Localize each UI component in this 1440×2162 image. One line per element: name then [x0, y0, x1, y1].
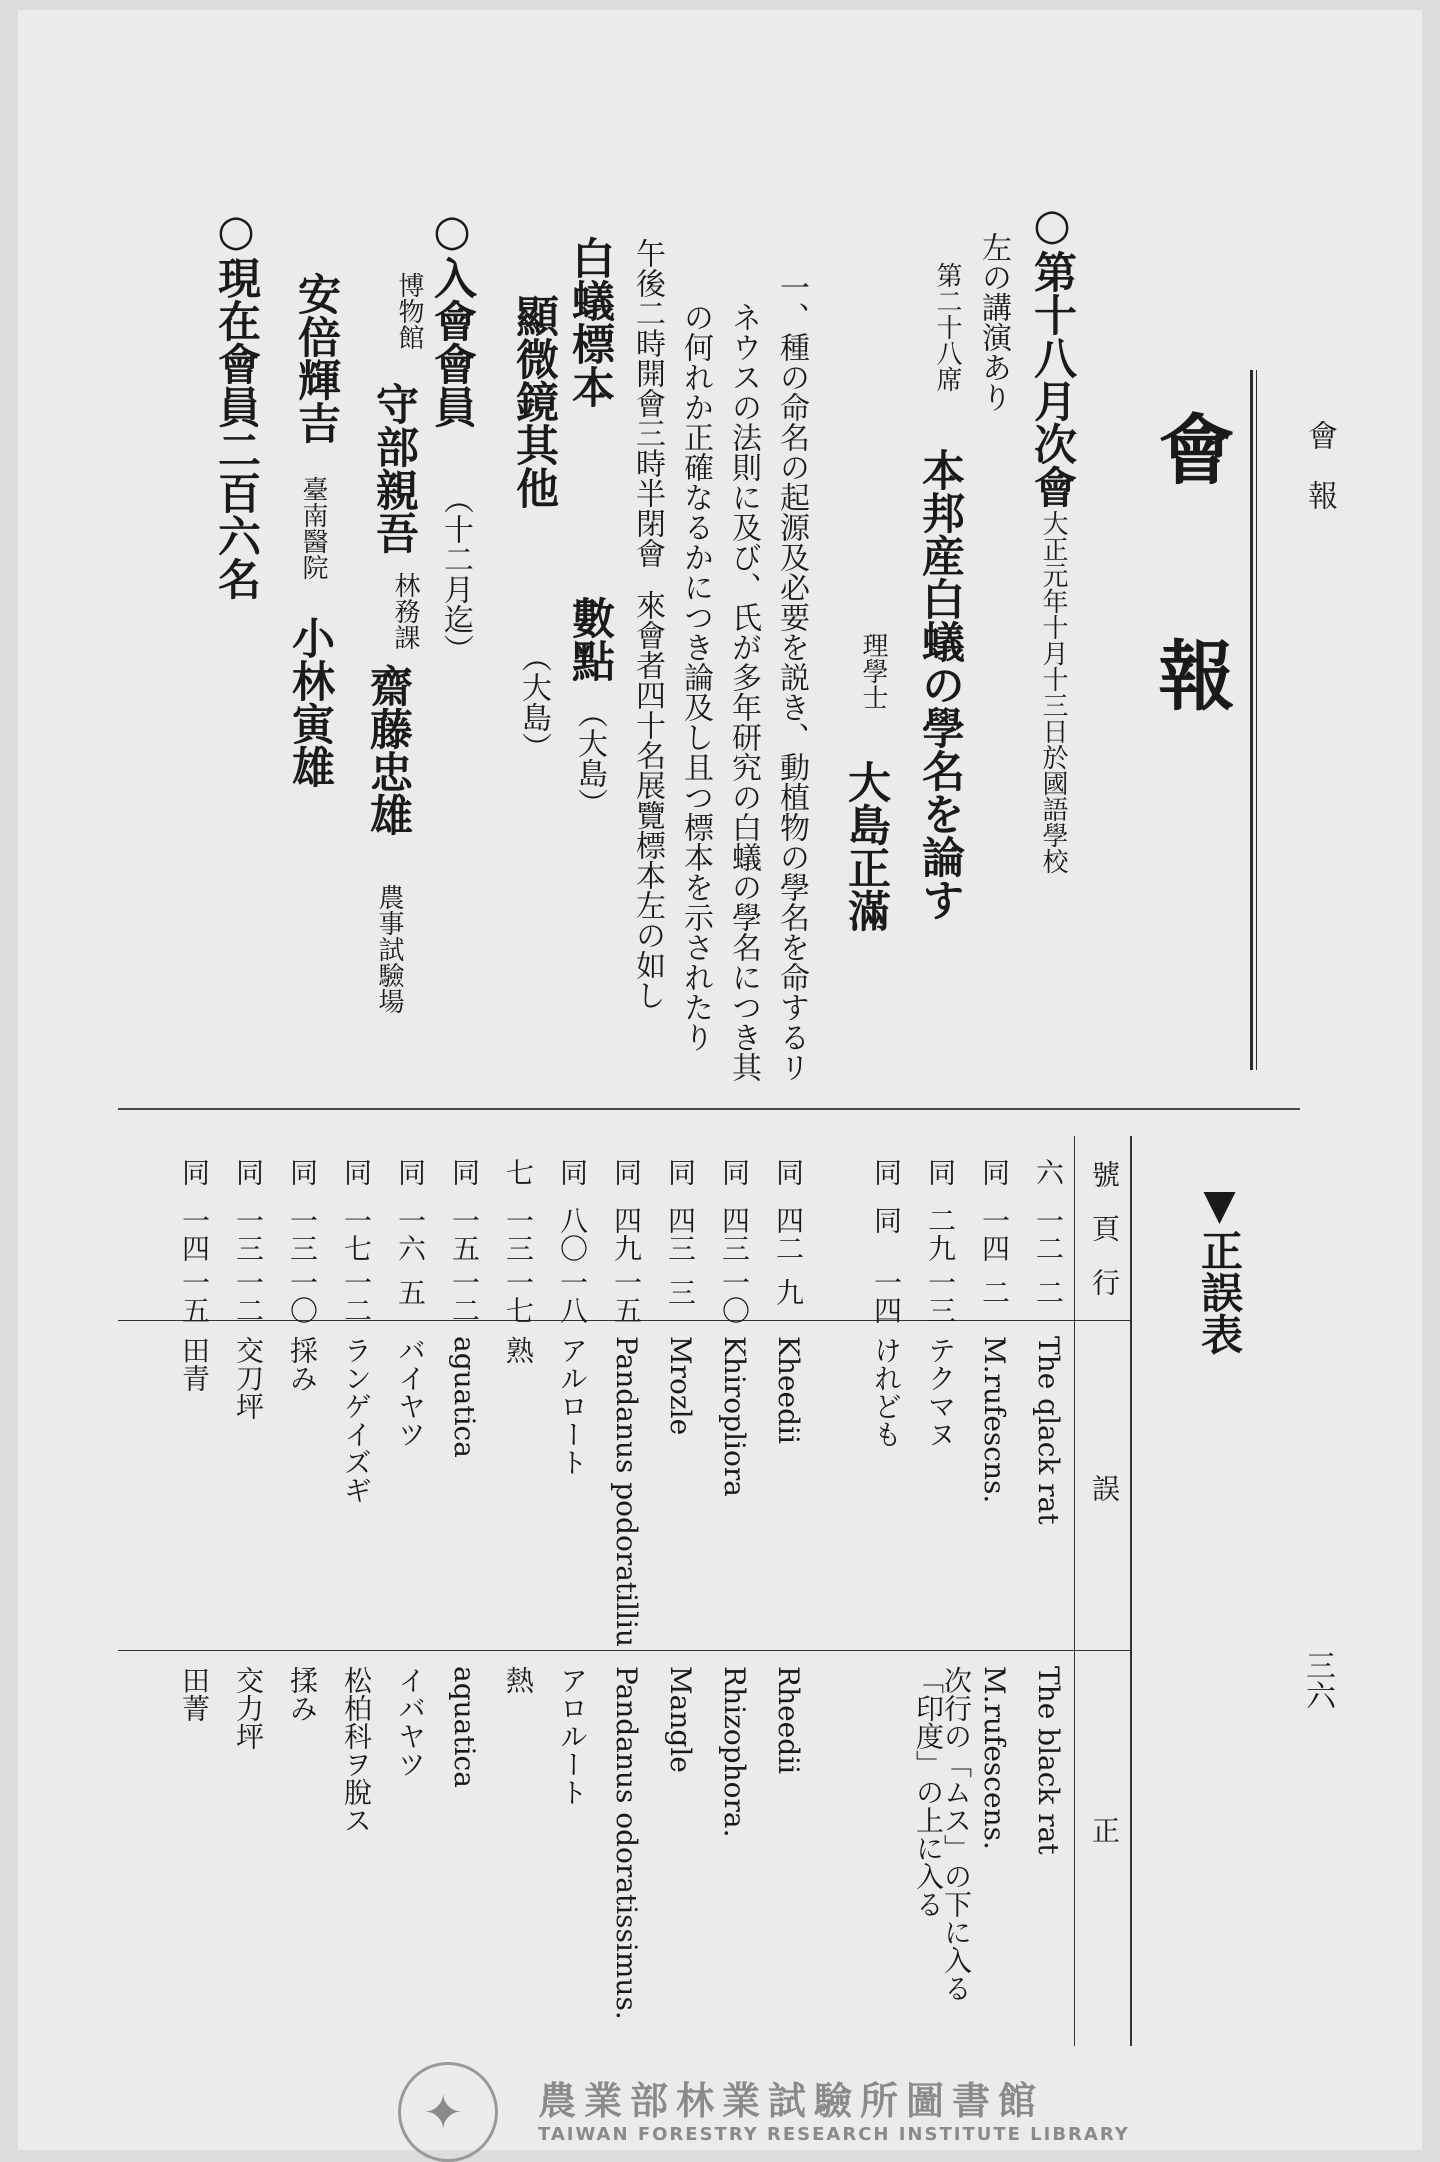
member-3-affiliation: 農事試驗場: [374, 884, 404, 1014]
row-correct: M.rufescens.: [978, 1666, 1011, 1850]
row-page: 二九: [924, 1206, 957, 1262]
exhibit-2: 顯微鏡其他: [509, 294, 559, 509]
row-line: 一〇: [718, 1268, 751, 1324]
row-correct: アロルート: [556, 1666, 589, 1806]
row-correct: 揉み: [286, 1666, 319, 1722]
member-4-name: 小林寅雄: [285, 616, 335, 788]
header-correct: 正: [1088, 1816, 1121, 1844]
page-number: 三六: [1300, 1650, 1335, 1710]
library-name-en: TAIWAN FORESTRY RESEARCH INSTITUTE LIBRARY: [538, 2124, 1130, 2145]
row-correct: aquatica: [448, 1666, 481, 1788]
lecture-title: 本邦産白蟻の學名を論す: [915, 448, 965, 921]
row-line: 九: [772, 1278, 805, 1306]
row-wrong: 熟: [502, 1336, 535, 1364]
errata-table-border: [1130, 1136, 1132, 2046]
exhibit-1-count: 數點: [565, 596, 615, 682]
row-wrong: Kheedii: [772, 1336, 805, 1444]
title-rule-thin: [1256, 370, 1257, 1070]
meeting-time: 午後二時開會三時半閉會: [630, 238, 665, 568]
row-gou: 同: [610, 1158, 643, 1186]
row-page: 一三: [502, 1206, 535, 1262]
row-line: 五: [394, 1278, 427, 1306]
row-page: 一四: [978, 1206, 1011, 1262]
row-wrong: アルロート: [556, 1336, 589, 1476]
row-page: 四三: [718, 1206, 751, 1262]
row-page: 一三: [286, 1206, 319, 1262]
row-line: 一〇: [286, 1268, 319, 1324]
lecture-text-1: 一、種の命名の起源及必要を説き、動植物の學名を命するリ: [774, 272, 809, 1082]
row-gou: 同: [870, 1158, 903, 1186]
row-wrong: 交刀坪: [232, 1336, 265, 1420]
header-line: 行: [1088, 1268, 1121, 1296]
row-line: 三: [664, 1278, 697, 1306]
section-divider: [118, 1108, 1300, 1110]
row-page: 一四: [178, 1206, 211, 1262]
row-gou: 同: [556, 1158, 589, 1186]
row-page: 一三: [232, 1206, 265, 1262]
row-correct: イバヤツ: [394, 1666, 427, 1778]
member-4-affiliation: 臺南醫院: [298, 476, 328, 580]
exhibit-2-owner: （大島）: [516, 642, 551, 762]
row-line: 一八: [556, 1268, 589, 1324]
row-correct: Rhizophora.: [718, 1666, 751, 1838]
star-icon: ✦: [423, 2085, 464, 2141]
member-3-name: 安倍輝吉: [291, 272, 341, 444]
errata-title: ▼正誤表: [1195, 1180, 1244, 1355]
row-line: 一五: [178, 1268, 211, 1324]
row-page: 八〇: [556, 1206, 589, 1262]
row-gou: 同: [232, 1158, 265, 1186]
row-wrong: M.rufescns.: [978, 1336, 1011, 1504]
row-line: 一七: [502, 1268, 535, 1324]
meeting-date: 大正元年十月十三日於國語學校: [1038, 510, 1068, 874]
row-correct: 熱: [502, 1666, 535, 1694]
library-name-zh: 農業部林業試驗所圖書館: [538, 2079, 1045, 2123]
row-wrong: Khiropliora: [718, 1336, 751, 1497]
member-2-name: 齋藤忠雄: [363, 664, 413, 836]
header-gou: 號: [1088, 1160, 1121, 1188]
row-correct: The black rat: [1032, 1666, 1065, 1855]
row-page: 四九: [610, 1206, 643, 1262]
library-seal-icon: [398, 2062, 498, 2162]
row-wrong: Pandanus podoratilliu: [610, 1336, 643, 1648]
row-correct: Pandanus odoratissimus.: [610, 1666, 643, 2020]
row-gou: 七: [502, 1158, 535, 1186]
row-wrong: The qlack rat: [1032, 1336, 1065, 1525]
attendance: 來會者四十名展覽標本左の如し: [630, 590, 665, 1010]
new-members-heading: ○入會會員: [427, 206, 477, 428]
row-page: 四二: [772, 1206, 805, 1262]
lecture-intro: 左の講演あり: [976, 232, 1011, 412]
row-correct: Mangle: [664, 1666, 697, 1773]
header-wrong: 誤: [1088, 1474, 1121, 1502]
row-gou: 同: [924, 1158, 957, 1186]
row-wrong: aguatica: [448, 1336, 481, 1458]
row-page: 一七: [340, 1206, 373, 1262]
row-correct: 松柏科ヲ脫ス: [340, 1666, 373, 1834]
lecture-text-2: ネウスの法則に及び、氏が多年研究の白蟻の學名につき其: [726, 302, 761, 1082]
row-gou: 同: [394, 1158, 427, 1186]
row-line: 一二: [448, 1268, 481, 1324]
row-line: 一四: [870, 1268, 903, 1324]
new-members-period: （十二月迄）: [438, 484, 473, 664]
row-correct: 田菁: [178, 1666, 211, 1722]
document-page: [18, 10, 1422, 2150]
table-col-divider: [1074, 1136, 1075, 2046]
row-wrong: けれども: [870, 1336, 903, 1448]
row-page: 一六: [394, 1206, 427, 1262]
row-page: 四三: [664, 1206, 697, 1262]
current-members: ○現在會員二百六名: [211, 206, 261, 600]
lecturer-name: 大島正滿: [841, 760, 891, 932]
row-wrong: テクマヌ: [924, 1336, 957, 1448]
row-line: 一二: [340, 1268, 373, 1324]
exhibit-1: 白蟻標本: [565, 236, 615, 408]
row-wrong: バイヤツ: [394, 1336, 427, 1448]
row-gou: 同: [772, 1158, 805, 1186]
row-line: 一三: [924, 1268, 957, 1324]
row-correct: 交力坪: [232, 1666, 265, 1750]
lecture-text-3: の何れか正確なるかにつき論及し且つ標本を示されたり: [678, 302, 713, 1052]
member-1-affiliation: 博物館: [394, 272, 424, 350]
row-gou: 同: [286, 1158, 319, 1186]
member-2-affiliation: 林務課: [390, 572, 420, 650]
row-wrong: Mrozle: [664, 1336, 697, 1436]
row-wrong: 田青: [178, 1336, 211, 1392]
exhibit-1-owner: （大島）: [572, 698, 607, 818]
row-gou: 同: [978, 1158, 1011, 1186]
lecturer-degree: 理學士: [858, 632, 888, 710]
row-page: 一五: [448, 1206, 481, 1262]
lecture-seat: 第二十八席: [932, 262, 962, 392]
row-correct: Rheedii: [772, 1666, 805, 1775]
row-correct: 次行の「ムス」の下に入る 「印度」の上に入る: [912, 1666, 973, 2002]
header-page: 頁: [1088, 1214, 1121, 1242]
row-wrong: 採み: [286, 1336, 319, 1392]
table-row-divider: [118, 1650, 1130, 1651]
row-line: 二: [978, 1278, 1011, 1306]
row-gou: 同: [718, 1158, 751, 1186]
row-line: 一五: [610, 1268, 643, 1324]
row-gou: 同: [178, 1158, 211, 1186]
row-line: 一二: [232, 1268, 265, 1324]
row-gou: 同: [340, 1158, 373, 1186]
row-gou: 同: [448, 1158, 481, 1186]
row-page: 一二: [1032, 1206, 1065, 1262]
title-rule: [1250, 370, 1253, 1070]
row-line: 二: [1032, 1278, 1065, 1306]
running-head: 會報: [1302, 420, 1337, 540]
meeting-heading: ○第十八月次會: [1027, 200, 1077, 508]
section-title: 會報: [1146, 410, 1235, 862]
row-gou: 同: [664, 1158, 697, 1186]
row-page: 同: [870, 1206, 903, 1234]
row-wrong: ランゲイズギ: [340, 1336, 373, 1504]
member-1-name: 守部親吾: [369, 382, 419, 554]
row-gou: 六: [1032, 1158, 1065, 1186]
